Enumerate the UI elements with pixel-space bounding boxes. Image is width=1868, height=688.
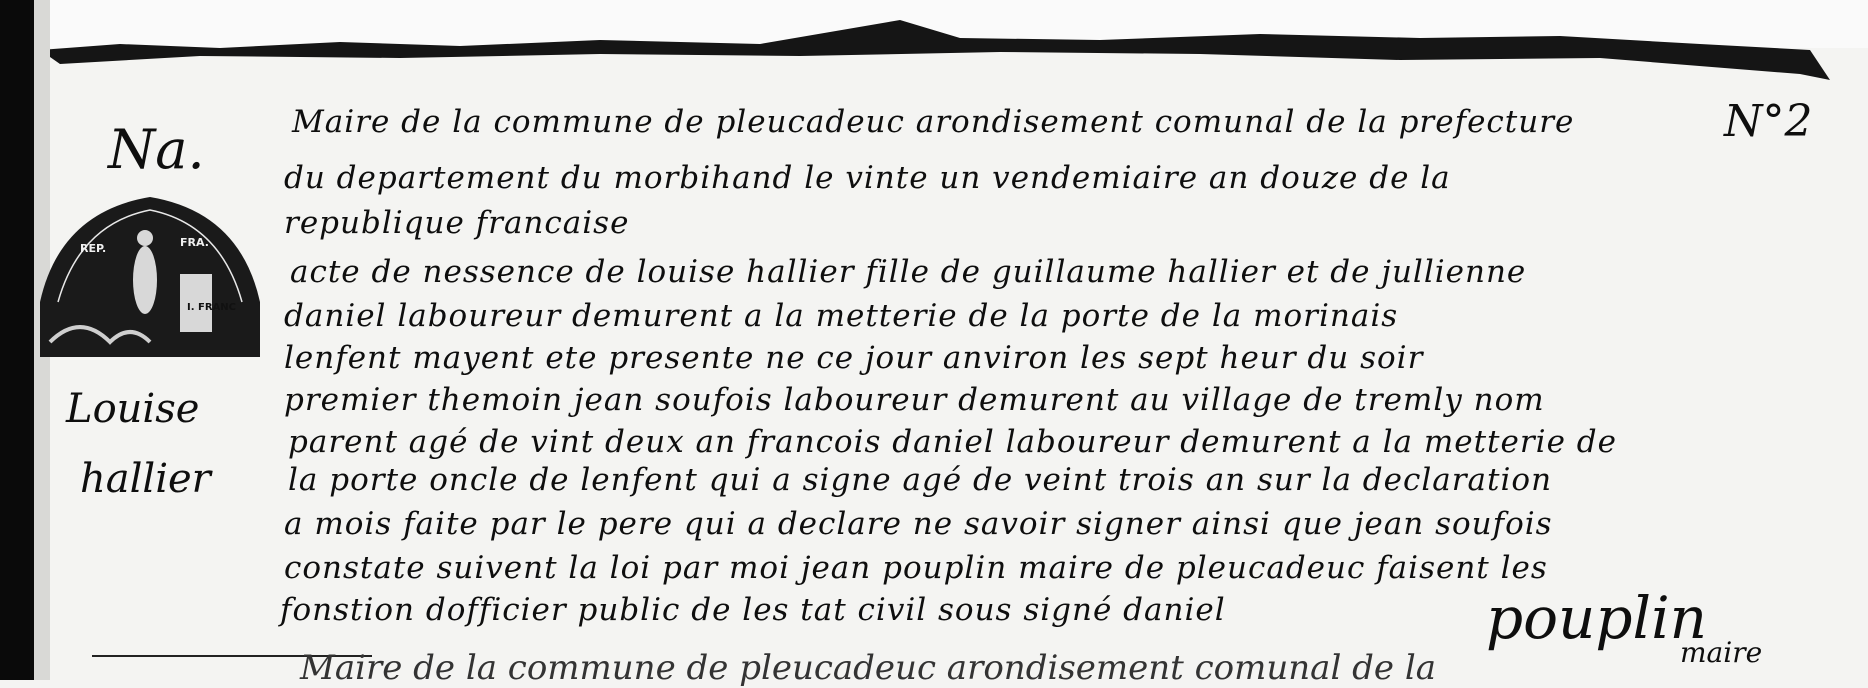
torn-top-edge — [0, 0, 1868, 90]
folio-number: N°2 — [1724, 96, 1813, 147]
record-line: la porte oncle de lenfent qui a signe agé de veint trois an sur la declaration — [288, 462, 1553, 498]
record-line: lenfent mayent ete presente ne ce jour anviron les sept heur du soir — [284, 340, 1424, 376]
record-line: du departement du morbihand le vinte un vendemiaire an douze de la — [284, 160, 1451, 196]
subject-first-name: Louise — [66, 386, 200, 432]
next-entry-fragment: Maire de la commune de pleucadeuc arondisement comunal de la — [300, 648, 1436, 688]
record-line: daniel laboureur demurent a la metterie de la porte de la morinais — [284, 298, 1399, 334]
subject-last-name: hallier — [80, 456, 211, 502]
record-line: republique francaise — [284, 205, 630, 241]
record-line: constate suivent la loi par moi jean pouplin maire de pleucadeuc faisent les — [284, 550, 1548, 586]
mayor-title: maire — [1680, 636, 1763, 669]
mayor-signature: pouplin — [1486, 584, 1707, 652]
record-line: premier themoin jean soufois laboureur demurent au village de tremly nom — [284, 382, 1545, 418]
seal-shield-text: I. FRANC — [187, 302, 236, 313]
seal-text-right: FRA. — [180, 236, 209, 249]
record-line: parent agé de vint deux an francois daniel laboureur demurent a la metterie de — [288, 424, 1617, 460]
seal-text-left: REP. — [80, 242, 107, 255]
record-line: acte de nessence de louise hallier fille de guillaume hallier et de jullienne — [290, 254, 1527, 290]
record-line: fonstion dofficier public de les tat civil sous signé daniel — [280, 592, 1226, 628]
entry-abbreviation: Na. — [108, 118, 205, 181]
republic-seal — [40, 192, 260, 362]
record-line: Maire de la commune de pleucadeuc arondisement comunal de la prefecture — [292, 104, 1575, 140]
record-line: a mois faite par le pere qui a declare ne savoir signer ainsi que jean soufois — [284, 506, 1553, 542]
